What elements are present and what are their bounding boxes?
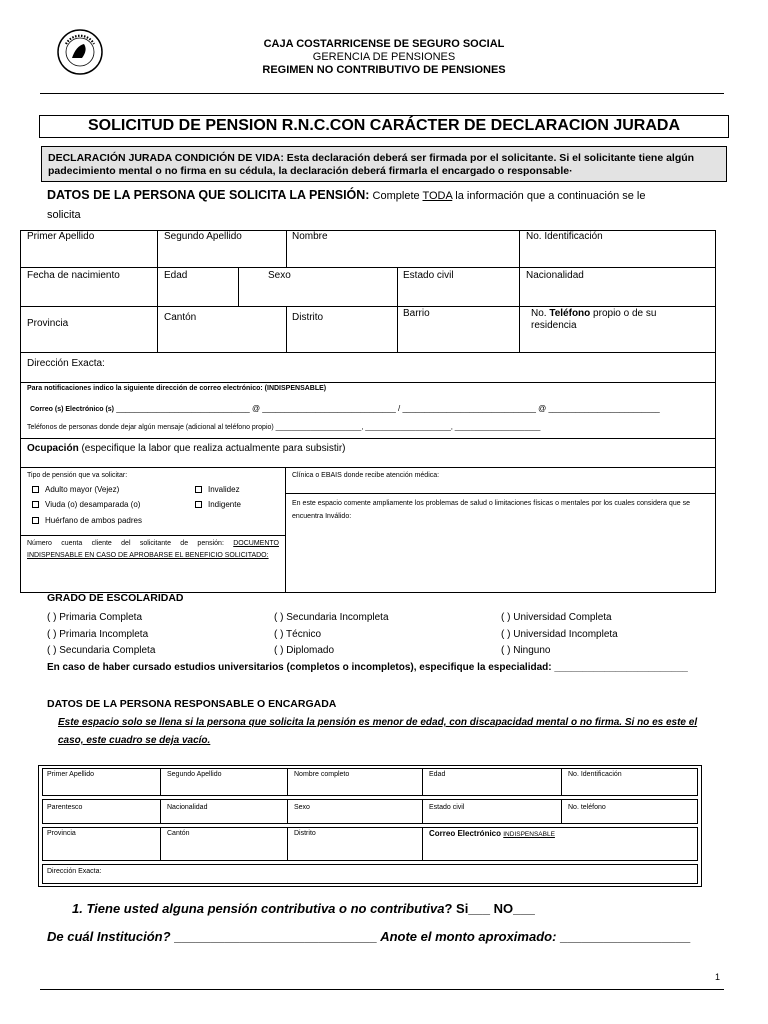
question2-a: De cuál Institución? [47, 929, 171, 944]
page-number: 1 [715, 972, 721, 982]
declaration-body: : Esta declaración deberá ser firmada por el solicitante. Si el solicitante tiene algún padecimiento mental o no firma en su cédula, la declaración deberá firmarla el encargado o responsable· [48, 152, 695, 177]
checkbox-icon[interactable] [32, 486, 39, 493]
t2-label-sexo: Sexo [294, 804, 310, 811]
label-segundo-apellido: Segundo Apellido [164, 231, 242, 242]
label-canton: Cantón [164, 312, 197, 323]
label-direccion: Dirección Exacta: [27, 358, 105, 369]
t2-label-primer-apellido: Primer Apellido [47, 771, 95, 778]
header-line2: GERENCIA DE PENSIONES [312, 51, 456, 63]
section1-instr-c: solicita [47, 209, 81, 221]
question2-b-line: __________________ [556, 929, 691, 944]
footer-divider [40, 989, 724, 990]
correo-line: ______________________________ @ ______________________________ / ______________________________ @ _________________________ [116, 404, 660, 413]
section1-heading-line [47, 188, 727, 203]
label-edad: Edad [164, 270, 188, 281]
checkbox-icon[interactable] [195, 501, 202, 508]
question1[interactable] [72, 901, 535, 916]
option-adulto-label: Adulto mayor (Vejez) [45, 485, 120, 494]
especialidad-line[interactable]: En caso de haber cursado estudios universitarios (completos o incompletos), especifique la especialidad: ________________________ [47, 662, 688, 673]
option-huerfano[interactable] [32, 515, 142, 526]
label-telefono-a: No. [531, 308, 550, 319]
escolaridad-heading: GRADO DE ESCOLARIDAD [47, 592, 184, 604]
checkbox-icon[interactable] [195, 486, 202, 493]
t2-label-segundo-apellido: Segundo Apellido [167, 771, 222, 778]
label-sexo: Sexo [268, 270, 291, 281]
t2-label-estado-civil: Estado civil [429, 804, 465, 811]
label-primer-apellido: Primer Apellido [27, 231, 95, 242]
t2-label-telefono: No. teléfono [568, 804, 606, 811]
option-huerfano-label: Huérfano de ambos padres [45, 516, 142, 525]
t2-label-identificacion: No. Identificación [568, 771, 622, 778]
form-title: SOLICITUD DE PENSION R.N.C.CON CARÁCTER DE DECLARACION JURADA [87, 117, 681, 134]
question2[interactable] [47, 929, 690, 944]
label-nacionalidad: Nacionalidad [526, 270, 584, 281]
label-ocupacion [27, 443, 346, 455]
header-block [200, 38, 568, 77]
label-telefono [531, 308, 681, 332]
correo-row [30, 403, 710, 415]
label-notificaciones: Para notificaciones indico la siguiente dirección de correo electrónico: (INDISPENSABLE) [27, 385, 327, 392]
t2-label-canton: Cantón [167, 830, 190, 837]
label-tipo-pension: Tipo de pensión que va solicitar: [27, 472, 128, 479]
declaration-lead: DECLARACIÓN JURADA CONDICIÓN DE VIDA [48, 152, 281, 164]
label-barrio: Barrio [403, 308, 430, 319]
option-adulto-mayor[interactable] [32, 484, 119, 495]
edu-universidad-completa[interactable]: ( ) Universidad Completa [501, 612, 612, 623]
label-provincia: Provincia [27, 318, 69, 329]
label-correo: Correo (s) Electrónico (s) [30, 406, 115, 413]
option-invalidez-label: Invalidez [208, 485, 240, 494]
label-estado-civil: Estado civil [403, 270, 454, 281]
label-nombre: Nombre [292, 231, 328, 242]
t2-label-correo: Correo Electrónico [429, 829, 502, 838]
option-indigente[interactable] [195, 499, 241, 510]
cell-direccion[interactable] [20, 352, 716, 383]
label-espacio-salud: En este espacio comente ampliamente los problemas de salud o limitaciones físicas o mentales por los cuales considera que se encuentra Inválido: [292, 500, 690, 520]
label-cuenta [27, 538, 279, 562]
t2-label-direccion: Dirección Exacta: [47, 868, 102, 875]
responsable-note-b: caso, este cuadro se deja vacío. [58, 735, 211, 746]
option-indigente-label: Indigente [208, 500, 241, 509]
label-identificacion: No. Identificación [526, 231, 603, 242]
t2-label-correo-ind: INDISPENSABLE [503, 831, 555, 838]
section1-instr-toda: TODA [422, 190, 453, 202]
label-telefono-b: Teléfono [549, 308, 591, 319]
label-fecha-nacimiento: Fecha de nacimiento [27, 270, 120, 281]
institution-seal [56, 28, 104, 76]
section1-instr-b: la información que a continuación se le [452, 190, 646, 202]
t2-label-parentesco: Parentesco [47, 804, 83, 811]
header-line1: CAJA COSTARRICENSE DE SEGURO SOCIAL [263, 38, 505, 50]
t2-label-nacionalidad: Nacionalidad [167, 804, 208, 811]
question1-text: 1. Tiene usted alguna pensión contributiva o no contributiva [72, 901, 445, 916]
section1-instr-a: Complete [369, 190, 423, 202]
label-clinica: Clínica o EBAIS donde recibe atención médica: [292, 472, 440, 479]
edu-tecnico[interactable]: ( ) Técnico [274, 629, 322, 640]
option-invalidez[interactable] [195, 484, 240, 495]
t2-label-provincia: Provincia [47, 830, 76, 837]
checkbox-icon[interactable] [32, 517, 39, 524]
option-viuda-label: Viuda (o) desamparada (o) [45, 500, 141, 509]
label-telefonos-mensaje: Teléfonos de personas donde dejar algún mensaje (adicional al teléfono propio) ______________________, ______________________, ______________________ [27, 424, 541, 431]
responsable-heading: DATOS DE LA PERSONA RESPONSABLE O ENCARGADA [47, 698, 337, 710]
label-distrito: Distrito [292, 312, 324, 323]
header-divider [40, 93, 724, 94]
question2-a-line: ____________________________ [170, 929, 381, 944]
option-viuda[interactable] [32, 499, 140, 510]
label-ocupacion-b: Ocupación [27, 443, 79, 454]
label-telefono-c: propio o de su residencia [531, 308, 657, 331]
responsable-note-a: Este espacio solo se llena si la persona que solicita la pensión es menor de edad, con discapacidad mental o no firma. Si no es este el [58, 717, 698, 728]
checkbox-icon[interactable] [32, 501, 39, 508]
t2-label-nombre-completo: Nombre completo [294, 771, 350, 778]
cell-sexo[interactable] [238, 267, 398, 307]
edu-secundaria-incompleta[interactable]: ( ) Secundaria Incompleta [274, 612, 389, 623]
edu-diplomado[interactable]: ( ) Diplomado [274, 645, 335, 656]
t2-label-edad: Edad [429, 771, 446, 778]
edu-primaria-incompleta[interactable]: ( ) Primaria Incompleta [47, 629, 149, 640]
edu-ninguno[interactable]: ( ) Ninguno [501, 645, 551, 656]
header-line3: REGIMEN NO CONTRIBUTIVO DE PENSIONES [262, 64, 506, 76]
t2-label-correo-row [429, 828, 555, 840]
label-cuenta-a: Número cuenta cliente del solicitante de pensión: [27, 540, 234, 547]
declaration-text [48, 152, 720, 178]
question1-tail: ? Si___ NO___ [444, 901, 535, 916]
edu-secundaria-completa[interactable]: ( ) Secundaria Completa [47, 645, 156, 656]
t2-label-distrito: Distrito [294, 830, 316, 837]
label-cuenta-b: DOCUMENTO INDISPENSABLE EN CASO DE APROBARSE EL BENEFICIO SOLICITADO: [27, 540, 279, 559]
section1-heading: DATOS DE LA PERSONA QUE SOLICITA LA PENSIÓN: [47, 188, 370, 202]
t2-direccion[interactable] [42, 864, 698, 884]
edu-primaria-completa[interactable]: ( ) Primaria Completa [47, 612, 143, 623]
label-ocupacion-rest: (especifique la labor que realiza actualmente para subsistir) [78, 443, 346, 454]
question2-b: Anote el monto aproximado: [380, 929, 557, 944]
edu-universidad-incompleta[interactable]: ( ) Universidad Incompleta [501, 629, 618, 640]
